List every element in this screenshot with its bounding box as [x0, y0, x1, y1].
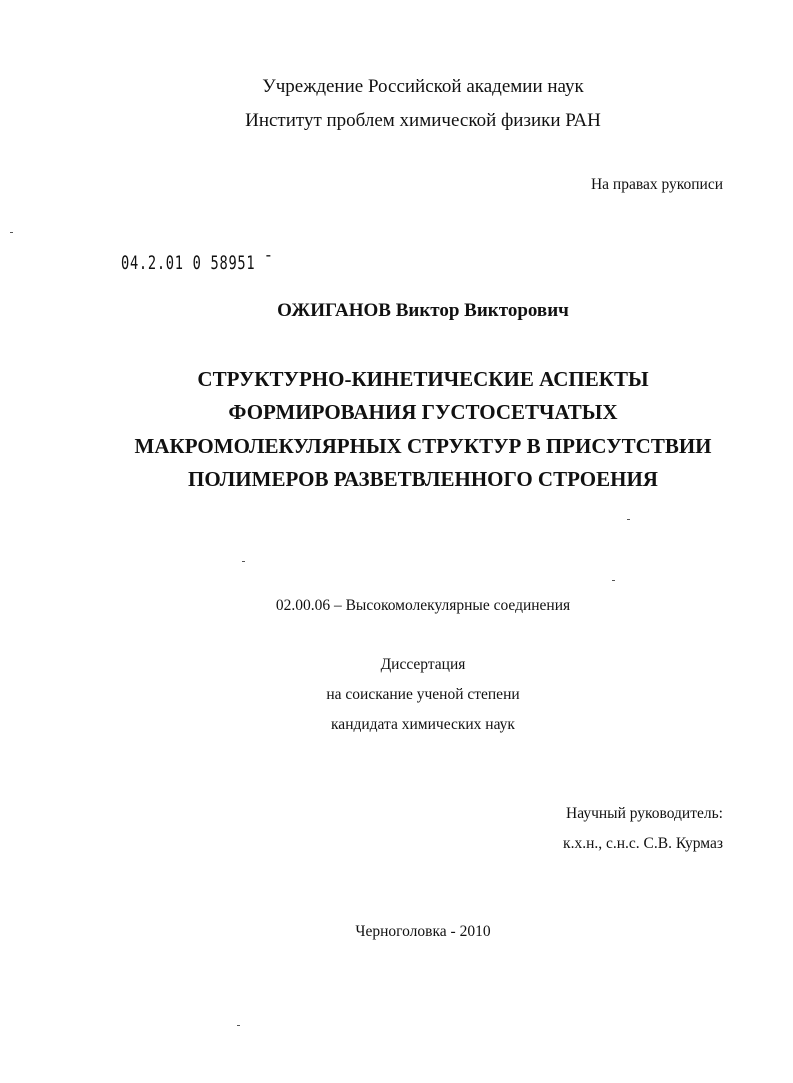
degree-line: на соискание ученой степени — [326, 686, 520, 703]
place-year: Черноголовка - 2010 — [355, 923, 491, 940]
supervisor-name: к.х.н., с.н.с. С.В. Курмаз — [563, 835, 723, 852]
degree-line: кандидата химических наук — [331, 716, 515, 733]
supervisor-label: Научный руководитель: — [566, 805, 723, 822]
scan-speck — [237, 1025, 240, 1026]
title-line: СТРУКТУРНО-КИНЕТИЧЕСКИЕ АСПЕКТЫ — [197, 367, 649, 391]
title-line: МАКРОМОЛЕКУЛЯРНЫХ СТРУКТУР В ПРИСУТСТВИИ — [134, 434, 712, 458]
title-line: ФОРМИРОВАНИЯ ГУСТОСЕТЧАТЫХ — [228, 400, 618, 424]
scan-speck — [612, 580, 615, 581]
scan-speck — [10, 232, 13, 233]
specialty: 02.00.06 – Высокомолекулярные соединения — [275, 597, 571, 614]
scan-speck — [242, 561, 245, 562]
institution-line-2: Институт проблем химической физики РАН — [245, 110, 601, 131]
manuscript-rights: На правах рукописи — [590, 176, 723, 193]
scan-speck — [627, 519, 630, 520]
degree-line: Диссертация — [380, 656, 466, 673]
title-line: ПОЛИМЕРОВ РАЗВЕТВЛЕННОГО СТРОЕНИЯ — [188, 467, 658, 491]
author-name: ОЖИГАНОВ Виктор Викторович — [277, 300, 569, 321]
stamp-number: 04.2.01 0 58951 ˉ — [121, 252, 274, 274]
institution-line-1: Учреждение Российской академии наук — [262, 76, 584, 97]
